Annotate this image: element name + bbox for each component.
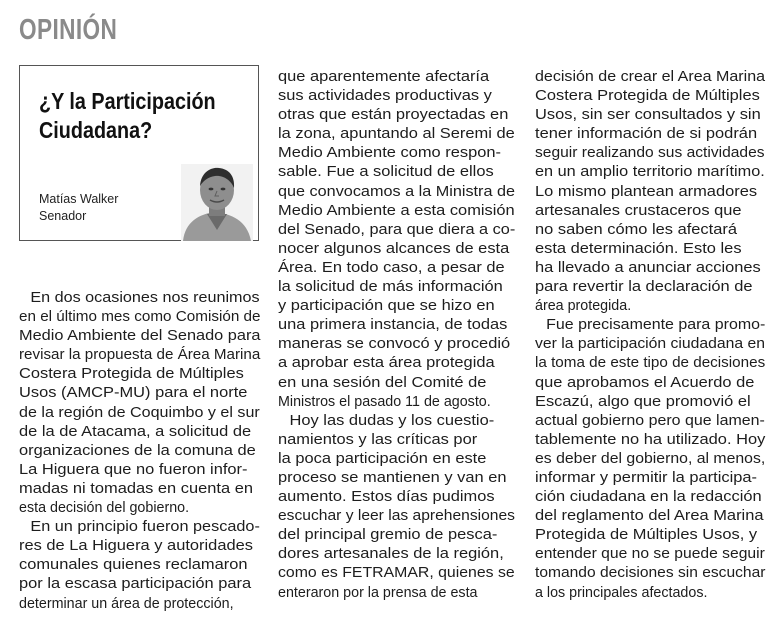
text-line: dores artesanales de la región, xyxy=(278,546,504,563)
text-line: namientos y las críticas por xyxy=(278,431,478,448)
text-line: artesanales crustaceros que xyxy=(535,202,742,219)
text-line: informar y permitir la participa- xyxy=(535,469,758,486)
text-line: la zona, apuntando al Seremi de xyxy=(278,126,515,143)
text-line: en el último mes como Comisión de xyxy=(19,309,261,326)
text-line: La Higuera que no fueron infor- xyxy=(19,461,248,478)
text-line: la toma de este tipo de decisiones xyxy=(535,355,766,372)
text-line: entender que no se puede seguir xyxy=(535,546,765,563)
section-label: OPINIÓN xyxy=(19,14,118,46)
text-line: Costera Protegida de Múltiples xyxy=(535,88,760,105)
text-line: revisar la propuesta de Área Marina xyxy=(19,347,261,364)
text-line: actual gobierno pero que lamen- xyxy=(535,412,765,429)
text-line: a aprobar esta área protegida xyxy=(278,355,495,372)
headline-line: Ciudadana? xyxy=(39,117,153,143)
text-line: Protegida de Múltiples Usos, y xyxy=(535,527,758,544)
text-line: comunales quienes reclamaron xyxy=(19,557,248,574)
text-line: Usos (AMCP-MU) para el norte xyxy=(19,385,248,402)
text-line: esta decisión del gobierno. xyxy=(19,500,190,517)
text-line: en una sesión del Comité de xyxy=(278,374,487,391)
text-line: sus actividades productivas y xyxy=(278,88,492,105)
headline-box xyxy=(19,65,259,241)
text-line: del principal gremio de pesca- xyxy=(278,527,498,544)
text-line: a los principales afectados. xyxy=(535,584,708,601)
text-line: Medio Ambiente a esta comisión xyxy=(278,202,515,219)
text-line: en un amplio territorio marítimo. xyxy=(535,164,765,181)
article-column-2 xyxy=(278,68,515,603)
text-line: de la región de Coquimbo y el sur xyxy=(19,404,260,421)
text-line: decisión de crear el Area Marina xyxy=(535,69,766,85)
text-line: Medio Ambiente como respon- xyxy=(278,145,501,162)
text-line: ción ciudadana en la redacción xyxy=(535,489,762,506)
byline xyxy=(39,191,118,225)
text-line: proceso se mantienen y van en xyxy=(278,469,507,486)
text-line: Escazú, algo que promovió el xyxy=(535,393,751,410)
author-title: Senador xyxy=(39,209,87,223)
text-line: Hoy las dudas y los cuestio- xyxy=(289,412,495,429)
text-line: ha llevado a anunciar acciones xyxy=(535,259,761,276)
text-line: madas ni tomadas en cuenta en xyxy=(19,480,253,497)
text-line: área protegida. xyxy=(535,298,632,315)
text-line: y participación que se hizo en xyxy=(278,298,495,315)
text-line: que aparentemente afectaría xyxy=(278,69,490,85)
text-line: tener información de si podrán xyxy=(535,126,758,143)
text-line: la solicitud de más información xyxy=(278,279,503,296)
text-line: por la escasa participación para xyxy=(19,576,252,593)
text-line: nocer algunos alcances de esta xyxy=(278,240,510,257)
text-line: para revertir la declaración de xyxy=(535,279,753,296)
author-name: Matías Walker xyxy=(39,192,119,206)
text-line: no saben cómo les afectará xyxy=(535,221,737,238)
text-line: Usos, sin ser consultados y sin xyxy=(535,107,761,124)
text-line: determinar un área de protección, xyxy=(19,595,234,612)
text-line: otras que están proyectadas en xyxy=(278,107,509,124)
text-line: organizaciones de la comuna de xyxy=(19,442,256,459)
text-line: de la de Atacama, a solicitud de xyxy=(19,423,252,440)
text-line: aumento. Estos días pudimos xyxy=(278,489,495,506)
text-line: que convocamos a la Ministra de xyxy=(278,183,516,200)
text-line: sable. Fue a solicitud de ellos xyxy=(278,164,494,181)
author-photo-image xyxy=(181,164,253,241)
article-column-1 xyxy=(19,289,260,614)
text-line: que aprobamos el Acuerdo de xyxy=(535,374,755,391)
text-line: En un principio fueron pescado- xyxy=(30,519,260,536)
text-line: Fue precisamente para promo- xyxy=(546,317,766,334)
text-line: como es FETRAMAR, quienes se xyxy=(278,565,515,582)
text-line: ver la participación ciudadana en xyxy=(535,336,766,353)
text-line: Costera Protegida de Múltiples xyxy=(19,366,244,383)
text-line: es deber del gobierno, al menos, xyxy=(535,450,766,467)
headline-line: ¿Y la Participación xyxy=(39,88,216,114)
text-line: Ministros el pasado 11 de agosto. xyxy=(278,393,491,410)
text-line: seguir realizando sus actividades xyxy=(535,145,765,162)
text-line: res de La Higuera y autoridades xyxy=(19,538,253,555)
text-line: tablemente no ha utilizado. Hoy xyxy=(535,431,766,448)
text-line: tomando decisiones sin escuchar xyxy=(535,565,766,582)
text-line: Lo mismo plantean armadores xyxy=(535,183,758,200)
author-portrait xyxy=(181,164,253,241)
text-line: del reglamento del Area Marina xyxy=(535,508,764,525)
text-line: la poca participación en este xyxy=(278,450,487,467)
text-line: del Senado, para que diera a co- xyxy=(278,221,516,238)
text-line: una primera instancia, de todas xyxy=(278,317,508,334)
headline xyxy=(39,87,237,145)
text-line: Área. En todo caso, a pesar de xyxy=(278,259,505,276)
text-line: maneras se convocó y procedió xyxy=(278,336,511,353)
text-line: Medio Ambiente del Senado para xyxy=(19,328,261,345)
text-line: enteraron por la prensa de esta xyxy=(278,584,478,601)
text-line: En dos ocasiones nos reunimos xyxy=(30,290,260,306)
article-column-3 xyxy=(535,68,765,603)
text-line: esta determinación. Esto les xyxy=(535,240,742,257)
text-line: escuchar y leer las aprehensiones xyxy=(278,508,515,525)
